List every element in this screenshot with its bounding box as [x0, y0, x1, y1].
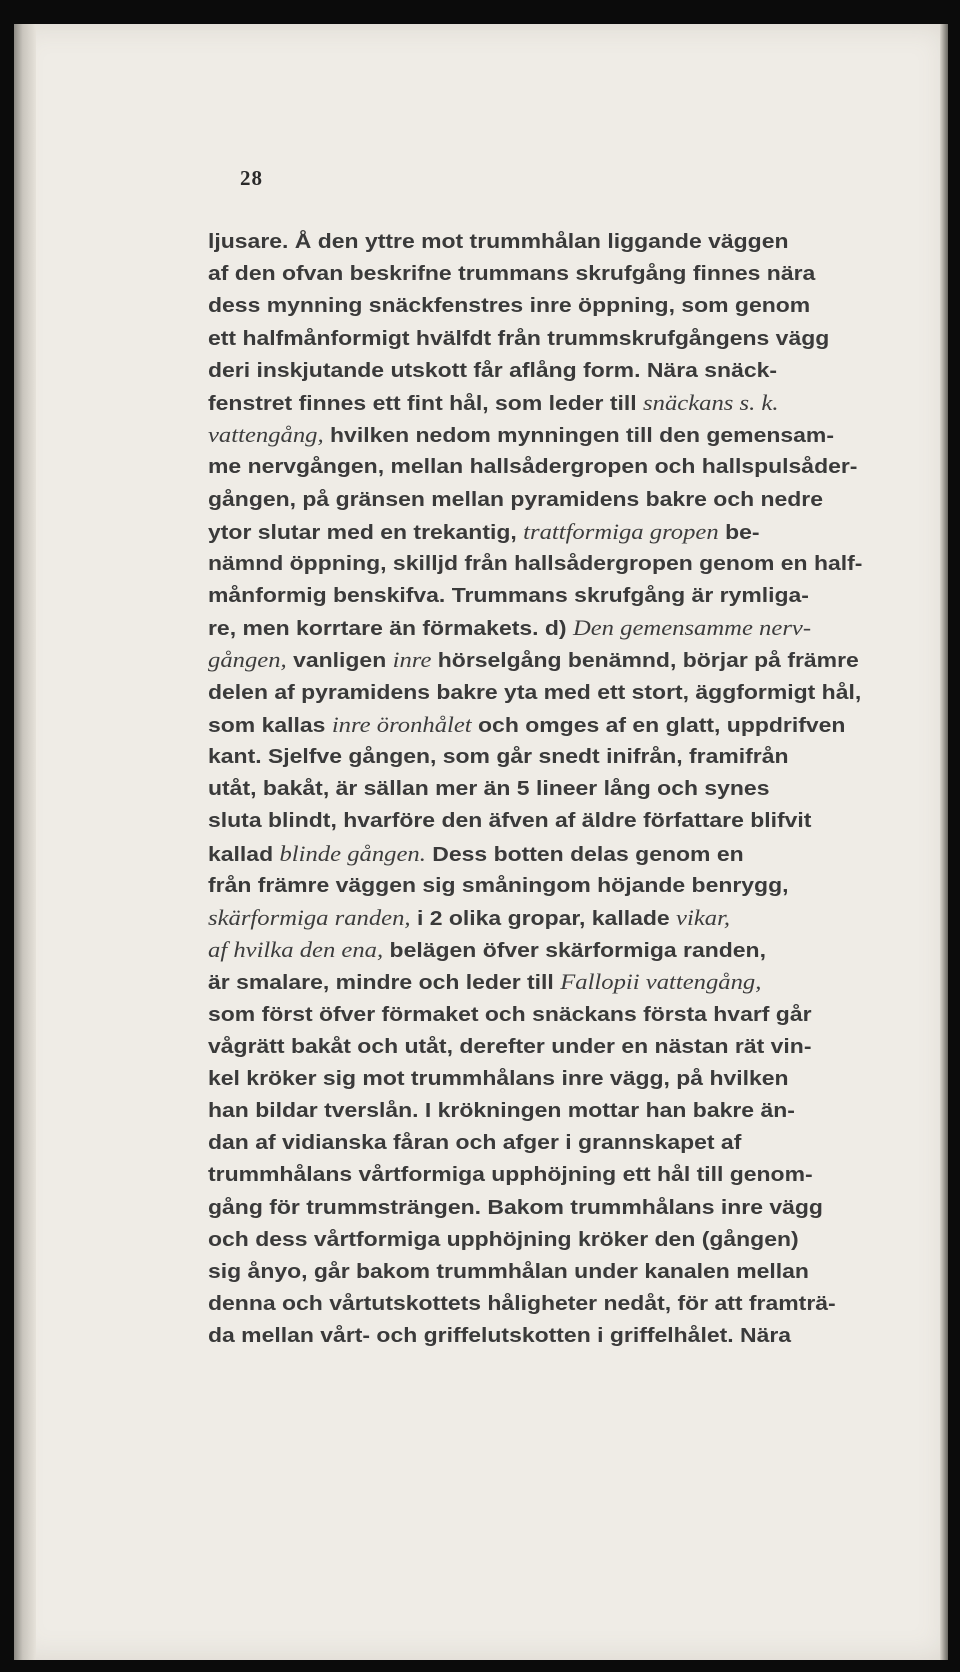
- italic-term: Den gemensamme nerv-: [572, 615, 812, 641]
- text-run: be-: [718, 520, 760, 544]
- text-line: [208, 580, 809, 612]
- text-line: [208, 1192, 823, 1224]
- text-run: delen af pyramidens bakre yta med ett stort, äggformigt hål,: [208, 680, 862, 704]
- text-line: [208, 741, 788, 773]
- text-line: [208, 1095, 795, 1127]
- italic-term: inre öronhålet: [331, 711, 472, 737]
- text-run: hörselgång benämnd, börjar på främre: [431, 649, 859, 673]
- text-run: månformig benskifva. Trummans skrufgång är rymliga-: [208, 584, 809, 608]
- text-run: kallad: [208, 842, 280, 866]
- italic-term: skärformiga randen,: [208, 904, 411, 930]
- text-run: gång för trummsträngen. Bakom trummhålans inre vägg: [208, 1195, 823, 1219]
- italic-term: Fallopii vattengång,: [560, 969, 762, 995]
- italic-term: inre: [392, 647, 432, 673]
- text-run: och omges af en glatt, uppdrifven: [471, 713, 846, 737]
- text-line: [208, 838, 743, 870]
- text-line: [208, 1031, 812, 1063]
- text-line: [208, 612, 811, 644]
- text-run: trummhålans vårtformiga upphöjning ett hål till genom-: [208, 1163, 813, 1187]
- text-run: ett halfmånformigt hvälfdt från trummskrufgångens vägg: [208, 326, 830, 350]
- text-line: [208, 966, 761, 998]
- italic-term: vikar,: [676, 904, 731, 930]
- italic-term: vattengång,: [208, 422, 324, 448]
- text-run: belägen öfver skärformiga randen,: [383, 939, 766, 963]
- text-run: vågrätt bakåt och utåt, derefter under en nästan rät vin-: [208, 1034, 812, 1058]
- text-run: ytor slutar med en trekantig,: [208, 520, 524, 544]
- text-run: ljusare. Å den yttre mot trummhålan liggande väggen: [208, 230, 789, 253]
- text-run: sluta blindt, hvarföre den äfven af äldre författare blifvit: [208, 809, 812, 833]
- text-line: [208, 644, 859, 676]
- text-line: [208, 773, 769, 805]
- text-run: dan af vidianska fåran och afger i grannskapet af: [208, 1131, 742, 1155]
- text-line: [208, 451, 858, 483]
- text-line: [208, 1159, 813, 1191]
- text-run: deri inskjutande utskott får aflång form. Nära snäck-: [208, 358, 778, 382]
- text-run: vanligen: [286, 649, 393, 673]
- italic-term: blinde gången.: [279, 840, 426, 866]
- page-outer-edge: [940, 24, 948, 1660]
- text-line: [208, 1288, 835, 1320]
- text-run: kant. Sjelfve gången, som går snedt inifrån, framifrån: [208, 745, 789, 768]
- italic-term: af hvilka den ena,: [208, 937, 384, 963]
- text-run: dess mynning snäckfenstres inre öppning, som genom: [208, 294, 811, 318]
- text-line: [208, 1256, 809, 1288]
- text-run: i 2 olika gropar, kallade: [410, 906, 677, 930]
- text-run: nämnd öppning, skilljd från hallsådergropen genom en half-: [208, 551, 863, 575]
- text-run: gången, på gränsen mellan pyramidens bakre och nedre: [208, 487, 824, 511]
- text-run: fenstret finnes ett fint hål, som leder till: [208, 391, 644, 415]
- text-line: [208, 709, 845, 741]
- text-run: kel kröker sig mot trummhålans inre vägg, på hvilken: [208, 1066, 789, 1090]
- text-line: [208, 1320, 792, 1352]
- italic-term: trattformiga gropen: [523, 518, 719, 544]
- text-run: han bildar tverslån. I krökningen mottar han bakre än-: [208, 1099, 795, 1123]
- text-run: af den ofvan beskrifne trummans skrufgång finnes nära: [208, 262, 816, 286]
- text-line: [208, 484, 823, 516]
- text-line: [208, 1127, 741, 1159]
- text-run: från främre väggen sig småningom höjande benrygg,: [208, 873, 789, 897]
- text-line: [208, 902, 730, 934]
- text-run: me nervgången, mellan hallsådergropen och hallspulsåder-: [208, 455, 858, 479]
- italic-term: gången,: [208, 647, 287, 673]
- text-run: och dess vårtformiga upphöjning kröker den (gången): [208, 1227, 799, 1251]
- text-run: sig ånyo, går bakom trummhålan under kanalen mellan: [208, 1260, 809, 1283]
- text-run: utåt, bakåt, är sällan mer än 5 lineer lång och synes: [208, 777, 770, 801]
- text-line: [208, 355, 777, 387]
- text-run: re, men korrtare än förmakets. d): [208, 617, 573, 641]
- text-line: [208, 805, 812, 837]
- text-line: [208, 1063, 788, 1095]
- text-line: [208, 290, 811, 322]
- text-line: [208, 258, 815, 290]
- text-line: [208, 870, 788, 902]
- text-line: [208, 934, 766, 966]
- text-line: [208, 323, 830, 355]
- text-line: [208, 1224, 798, 1256]
- text-line: [208, 226, 788, 258]
- text-run: Dess botten delas genom en: [425, 842, 744, 866]
- text-line: [208, 419, 834, 451]
- text-line: [208, 548, 862, 580]
- text-run: denna och vårtutskottets håligheter nedåt, för att framträ-: [208, 1292, 836, 1316]
- page-gutter-edge: [14, 24, 36, 1660]
- text-run: da mellan vårt- och griffelutskotten i griffelhålet. Nära: [208, 1324, 792, 1348]
- text-line: [208, 677, 861, 709]
- text-run: som kallas: [208, 713, 332, 737]
- text-run: som först öfver förmaket och snäckans första hvarf går: [208, 1002, 812, 1026]
- body-text: [208, 226, 920, 1353]
- italic-term: snäckans s. k.: [643, 389, 779, 415]
- text-line: [208, 999, 812, 1031]
- text-line: [208, 516, 759, 548]
- text-line: [208, 387, 778, 419]
- text-run: hvilken nedom mynningen till den gemensam-: [323, 424, 834, 448]
- page-number: 28: [240, 166, 263, 190]
- text-run: är smalare, mindre och leder till: [208, 971, 561, 995]
